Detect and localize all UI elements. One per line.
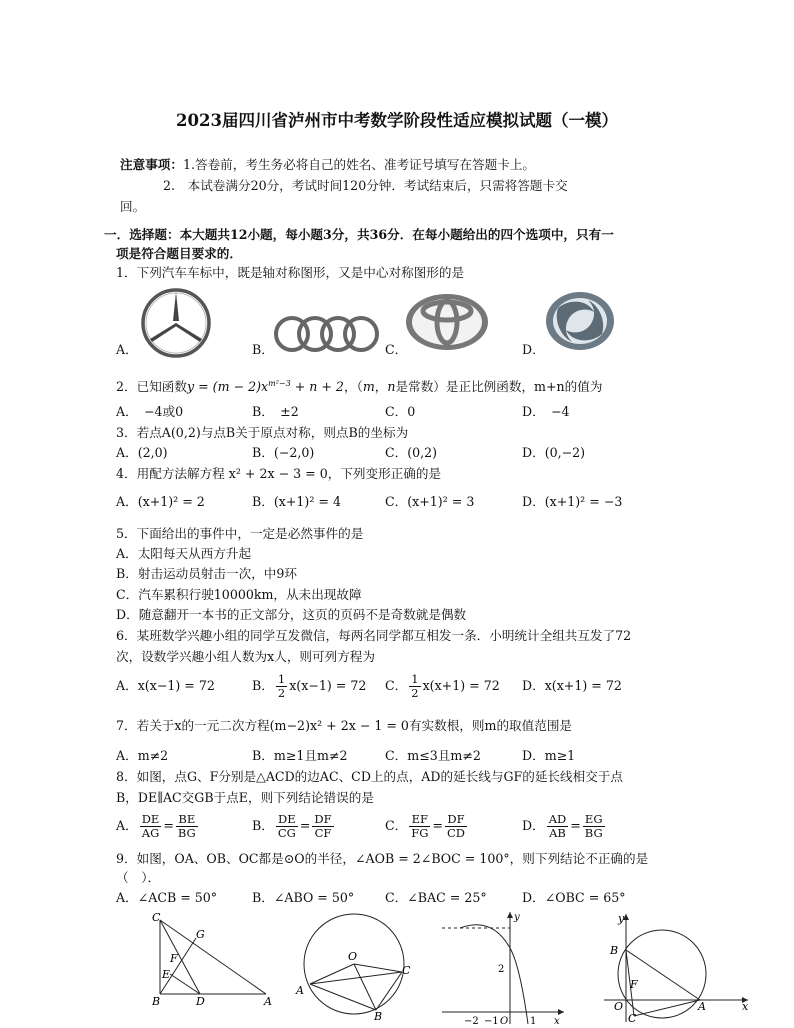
mercedes-logo-icon [140,287,212,359]
figure-circle-axes [602,910,752,1024]
q9-stem-2: （ ）． [116,870,161,885]
fig2-label-a: A [296,984,304,997]
q5-option-b: B．射击运动员射击一次，中9环 [116,566,297,581]
q5-option-d: D．随意翻开一本书的正文部分，这页的页码不是奇数就是偶数 [116,607,467,622]
q6-option-b: B． $\frac{1}{2}$ x(x−1) = 72 [252,672,367,700]
q6-stem-1: 6．某班数学兴趣小组的同学互发微信，每两名同学都互相发一条．小明统计全组共互发了72 [116,628,632,643]
q1-label-c: C． [385,342,408,357]
q6-stem-2: 次，设数学兴趣小组人数为x人，则可列方程为 [116,649,375,664]
q4-option-d: D．(x+1)² = −3 [522,494,623,509]
fig3-label-2: 2 [498,964,505,975]
fig1-label-f: F [170,952,178,965]
q7-stem: 7．若关于x的一元二次方程(m−2)x² + 2x − 1 = 0有实数根，则m的取值范围是 [116,718,573,733]
q7-option-c: C．m≤3且m≠2 [385,748,481,763]
q9-stem-1: 9．如图，OA、OB、OC都是⊙O的半径，∠AOB = 2∠BOC = 100°，则下列结论不正确的是 [116,851,649,866]
q7-option-a: A．m≠2 [116,748,169,763]
figure-parabola [438,908,568,1026]
audi-logo-icon [272,314,382,354]
q9-option-b: B．∠ABO = 50° [252,890,355,905]
q5-stem: 5．下面给出的事件中，一定是必然事件的是 [116,526,364,541]
q6-option-c: C． $\frac{1}{2}$ x(x+1) = 72 [385,672,500,700]
figure-circle [292,910,422,1020]
page-title: 2023届四川省泸州市中考数学阶段性适应模拟试题（一模） [176,111,618,130]
q2-option-d: D． −4 [522,404,570,419]
q1-stem: 1．下列汽车车标中，既是轴对称图形，又是中心对称图形的是 [116,265,465,280]
q2-option-a: A． −4或0 [116,404,184,419]
q4-option-a: A．(x+1)² = 2 [116,494,205,509]
q8-option-c: C． $\frac{EF}{FG}$ = $\frac{DF}{CD}$ [385,812,465,840]
q9-option-a: A．∠ACB = 50° [116,890,218,905]
q4-stem: 4．用配方法解方程 x² + 2x − 3 = 0，下列变形正确的是 [116,466,442,481]
q3-stem: 3．若点A(0,2)与点B关于原点对称，则点B的坐标为 [116,425,409,440]
fig4-label-b: B [610,944,619,957]
q8-option-b: B． $\frac{DE}{CG}$ = $\frac{DF}{CF}$ [252,812,332,840]
fig2-label-b: B [374,1010,383,1020]
notes-line-3: 回。 [120,199,146,214]
q6-option-d: D．x(x+1) = 72 [522,678,622,693]
section-heading: 一．选择题：本大题共12小题，每小题3分，共36分．在每小题给出的四个选项中，只有一 [104,227,614,242]
q8-stem-2: B，DE∥AC交GB于点E，则下列结论错误的是 [116,790,374,805]
fig1-label-g: G [196,928,205,941]
fig1-label-d: D [196,995,205,1008]
fig4-label-a: A [698,1000,706,1013]
q3-option-c: C．(0,2) [385,445,438,460]
fig3-label-neg2: −2 [464,1016,479,1026]
dongfeng-logo-icon [544,290,616,352]
q8-option-d: D． $\frac{AD}{AB}$ = $\frac{EG}{BG}$ [522,812,603,840]
notes-line-2: 2. 本试卷满分20分，考试时间120分钟．考试结束后，只需将答题卡交 [163,178,568,193]
figure-triangle [148,910,278,1008]
section-heading-cont: 项是符合题目要求的． [116,246,242,261]
q2-option-b: B． ±2 [252,404,299,419]
notes-line-1: 注意事项：1.答卷前，考生务必将自己的姓名、准考证号填写在答题卡上。 [120,157,536,172]
q4-option-c: C．(x+1)² = 3 [385,494,475,509]
q3-option-d: D．(0,−2) [522,445,586,460]
q2-option-c: C．0 [385,404,416,419]
q3-option-a: A．(2,0) [116,445,168,460]
q7-option-b: B．m≥1且m≠2 [252,748,348,763]
q8-option-a: A． $\frac{DE}{AG}$ = $\frac{BE}{BG}$ [116,812,196,840]
fig4-label-x: x [742,1000,749,1013]
q5-option-c: C．汽车累积行驶10000km，从未出现故障 [116,587,362,602]
q7-option-d: D．m≥1 [522,748,576,763]
fig4-label-c: C [628,1012,637,1024]
q3-option-b: B．(−2,0) [252,445,315,460]
q8-stem-1: 8．如图，点G、F分别是△ACD的边AC、CD上的点，AD的延长线与GF的延长线相交于点 [116,769,623,784]
fig4-label-y: y [618,912,625,925]
toyota-logo-icon [404,292,490,352]
q6-option-a: A．x(x−1) = 72 [116,678,215,693]
fig3-label-x: x [554,1016,560,1026]
q5-option-a: A．太阳每天从西方升起 [116,546,252,561]
q4-option-b: B．(x+1)² = 4 [252,494,341,509]
q2-stem: 2．已知函数$y = (m - 2)x^{m^2-3} + n + 2$，（m，n是常数）是正比例函数，m+n的值为 [116,379,603,395]
q9-option-c: C．∠BAC = 25° [385,890,487,905]
fig1-label-b: B [152,995,161,1008]
q1-label-d: D． [522,342,545,357]
fig1-label-e: E [162,968,171,981]
fig2-label-o: O [348,950,358,963]
fig4-label-o: O [614,1000,624,1013]
fig1-label-a: A [264,995,272,1008]
fig2-label-c: C [402,964,411,977]
fig4-label-f: F [630,978,638,991]
q9-option-d: D．∠OBC = 65° [522,890,626,905]
fig3-label-1: 1 [530,1016,537,1026]
fig3-label-o: O [500,1016,509,1026]
q1-label-b: B． [252,342,274,357]
fig3-label-neg1: −1 [484,1016,499,1026]
fig3-label-y: y [514,912,520,923]
fig1-label-c: C [152,911,161,924]
q1-label-a: A． [116,342,138,357]
